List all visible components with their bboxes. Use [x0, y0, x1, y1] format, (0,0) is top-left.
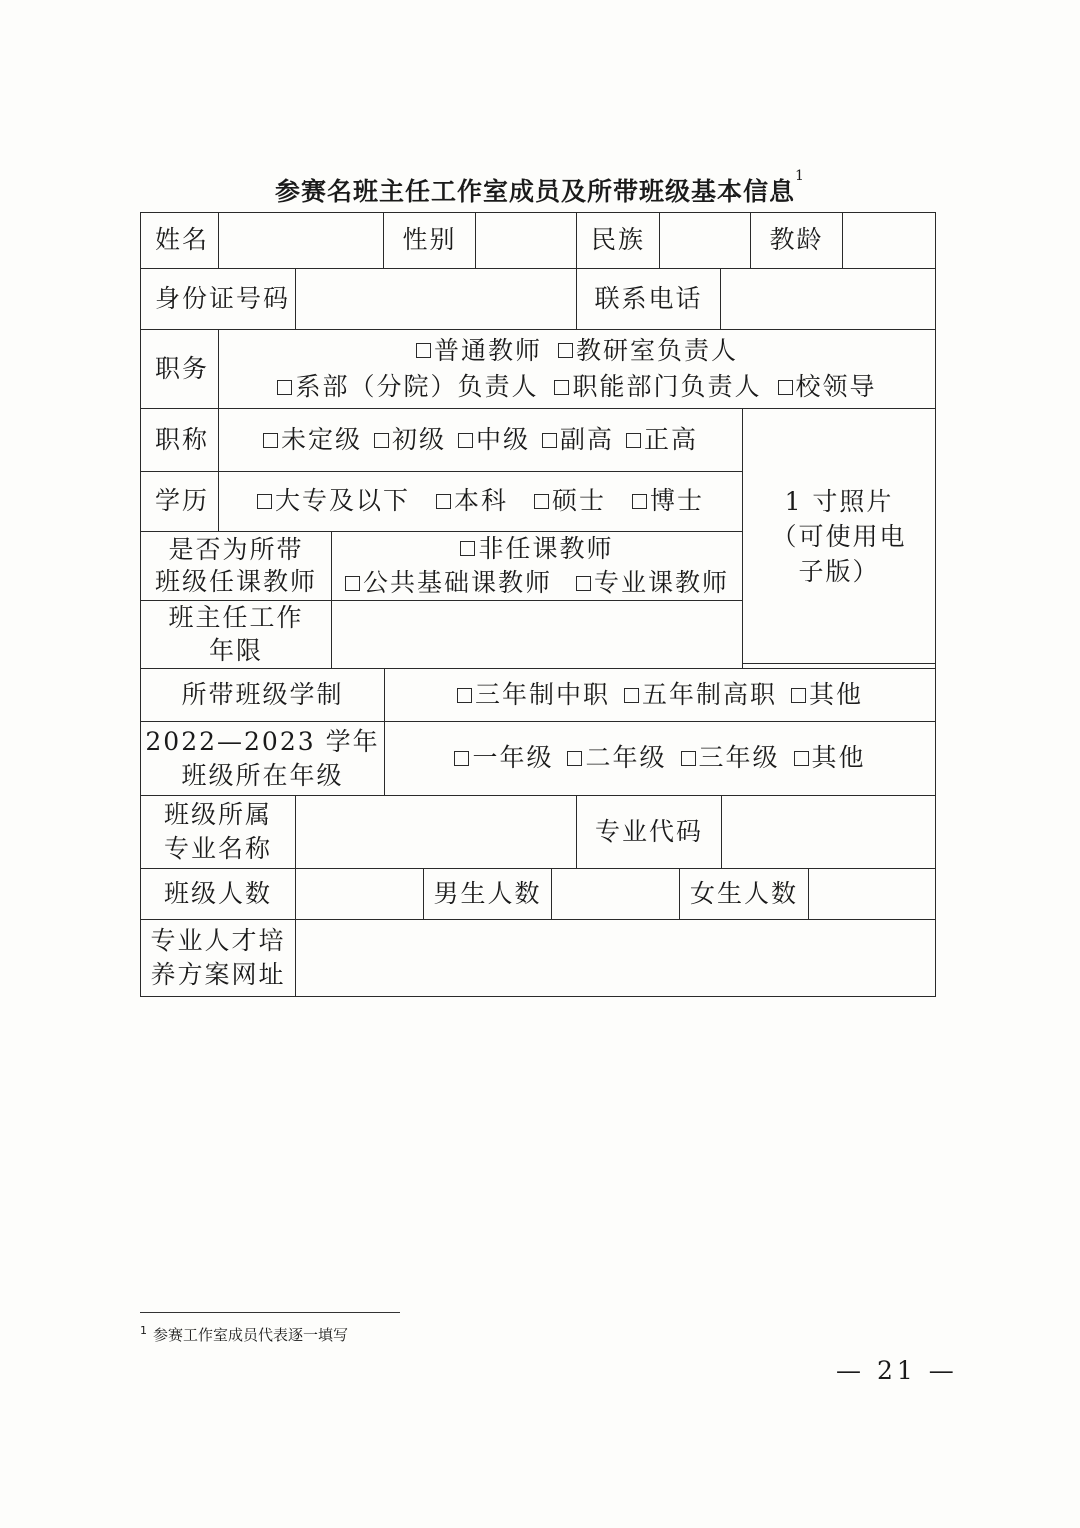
female-count-label: 女生人数: [679, 868, 809, 920]
title-option-2[interactable]: [458, 424, 530, 457]
is-class-teacher-label: [140, 531, 332, 601]
option-label: 硕士: [552, 486, 607, 516]
photo-label-line3: 子版）: [798, 556, 880, 586]
option-label: 中级: [475, 424, 530, 454]
photo-box[interactable]: [742, 408, 936, 664]
checkbox[interactable]: [681, 751, 696, 766]
option-label: 正高: [644, 424, 699, 454]
option-label: 大专及以下: [274, 486, 410, 516]
checkbox[interactable]: [794, 751, 809, 766]
training-plan-url-field[interactable]: [295, 919, 936, 997]
position-option-1[interactable]: [558, 335, 738, 368]
label-line2: 班级所在年级: [181, 760, 344, 790]
education-label: 学历: [140, 471, 219, 532]
option-label: 专业课教师: [594, 568, 730, 597]
education-option-0[interactable]: [257, 485, 410, 518]
label-line2: 班级任课教师: [154, 567, 317, 596]
phone-label: 联系电话: [576, 268, 721, 330]
major-code-field[interactable]: [721, 795, 936, 869]
hr-years-label: [140, 600, 332, 669]
gender-field[interactable]: [475, 212, 577, 269]
grade-options: [384, 721, 936, 796]
checkbox[interactable]: [436, 494, 451, 509]
title-footnote-mark: 1: [795, 168, 805, 184]
grade-option-2[interactable]: [681, 742, 780, 775]
page-number: — 21 —: [836, 1356, 958, 1385]
position-options: [218, 329, 936, 409]
option-label: 职能部门负责人: [572, 372, 762, 401]
checkbox[interactable]: [576, 576, 591, 591]
label-line1: 专业人才培: [150, 926, 286, 956]
class-teacher-option-0[interactable]: [460, 533, 613, 566]
footnote: [140, 1324, 348, 1345]
checkbox[interactable]: [277, 380, 292, 395]
option-label: 副高: [560, 424, 615, 454]
training-plan-label: [140, 919, 296, 997]
option-label: 一年级: [472, 743, 554, 773]
checkbox[interactable]: [791, 688, 806, 703]
option-label: 五年制高职: [641, 679, 777, 709]
label-line2: 专业名称: [163, 834, 272, 863]
id-number-label: 身份证号码: [140, 268, 296, 330]
position-label: 职务: [140, 329, 219, 409]
school-system-option-2[interactable]: [791, 679, 863, 712]
checkbox[interactable]: [558, 343, 573, 358]
checkbox[interactable]: [374, 433, 389, 448]
teaching-years-field[interactable]: [842, 212, 936, 269]
label-line2: 养方案网址: [150, 960, 286, 989]
checkbox[interactable]: [416, 343, 431, 358]
education-option-3[interactable]: [632, 485, 704, 518]
checkbox[interactable]: [534, 494, 549, 509]
label-line1: 2022—2023 学年: [145, 726, 380, 756]
checkbox[interactable]: [632, 494, 647, 509]
teaching-years-label: 教龄: [750, 212, 843, 269]
form-title-text: 参赛名班主任工作室成员及所带班级基本信息: [275, 177, 796, 206]
checkbox[interactable]: [263, 433, 278, 448]
option-label: 未定级: [280, 424, 362, 454]
name-field[interactable]: [218, 212, 384, 269]
education-option-2[interactable]: [534, 485, 606, 518]
school-system-option-0[interactable]: [457, 679, 610, 712]
footnote-divider: [140, 1312, 400, 1313]
ethnicity-label: 民族: [576, 212, 660, 269]
ethnicity-field[interactable]: [659, 212, 751, 269]
id-number-field[interactable]: [295, 268, 577, 330]
checkbox[interactable]: [626, 433, 641, 448]
option-label: 本科: [453, 486, 508, 516]
label-line1: 班级所属: [163, 800, 272, 830]
footnote-text: 参赛工作室成员代表逐一填写: [153, 1326, 349, 1344]
option-label: 博士: [650, 486, 705, 516]
title-label: 职称: [140, 408, 219, 472]
option-label: 三年制中职: [474, 679, 610, 709]
checkbox[interactable]: [778, 380, 793, 395]
title-option-3[interactable]: [542, 424, 614, 457]
photo-label-line1: 1 寸照片: [784, 486, 894, 516]
option-label: 教研室负责人: [575, 335, 738, 365]
option-label: 非任课教师: [478, 533, 614, 563]
checkbox[interactable]: [542, 433, 557, 448]
option-label: 系部（分院）负责人: [295, 372, 539, 401]
male-count-field[interactable]: [551, 868, 680, 920]
checkbox[interactable]: [458, 433, 473, 448]
position-option-2[interactable]: [277, 371, 538, 404]
education-options: [218, 471, 743, 532]
option-label: 其他: [811, 743, 866, 773]
option-label: 公共基础课教师: [362, 568, 552, 597]
checkbox[interactable]: [460, 541, 475, 556]
label-line1: 是否为所带: [168, 534, 304, 564]
label-line1: 班主任工作: [168, 603, 304, 632]
major-name-field[interactable]: [295, 795, 577, 869]
school-system-options: [384, 668, 936, 722]
checkbox[interactable]: [554, 380, 569, 395]
title-options: [218, 408, 743, 472]
checkbox[interactable]: [345, 576, 360, 591]
position-option-0[interactable]: [416, 335, 542, 368]
option-label: 初级: [391, 424, 446, 454]
major-name-label: [140, 795, 296, 869]
class-size-label: 班级人数: [140, 868, 296, 920]
hr-years-field[interactable]: [331, 600, 743, 669]
title-option-4[interactable]: [626, 424, 698, 457]
option-label: 其他: [809, 679, 864, 709]
checkbox[interactable]: [454, 751, 469, 766]
male-count-label: 男生人数: [423, 868, 552, 920]
phone-field[interactable]: [720, 268, 936, 330]
checkbox[interactable]: [257, 494, 272, 509]
grade-label: [140, 721, 385, 796]
photo-label-line2: （可使用电: [771, 521, 907, 551]
footnote-mark: 1: [140, 1324, 147, 1337]
option-label: 三年级: [698, 743, 780, 773]
class-teacher-option-1[interactable]: [345, 567, 552, 600]
label-line2: 年限: [208, 635, 263, 665]
female-count-field[interactable]: [808, 868, 936, 920]
option-label: 普通教师: [433, 335, 542, 365]
class-teacher-option-2[interactable]: [576, 567, 729, 600]
name-label: 姓名: [140, 212, 219, 269]
title-option-0[interactable]: [263, 424, 362, 457]
grade-option-1[interactable]: [567, 742, 666, 775]
major-code-label: 专业代码: [576, 795, 722, 869]
education-option-1[interactable]: [436, 485, 508, 518]
school-system-option-1[interactable]: [624, 679, 777, 712]
grade-option-0[interactable]: [454, 742, 553, 775]
checkbox[interactable]: [457, 688, 472, 703]
option-label: 二年级: [585, 743, 667, 773]
class-size-field[interactable]: [295, 868, 424, 920]
position-option-3[interactable]: [554, 371, 761, 404]
grade-option-3[interactable]: [794, 742, 866, 775]
checkbox[interactable]: [567, 751, 582, 766]
position-option-4[interactable]: [778, 371, 877, 404]
school-system-label: 所带班级学制: [140, 668, 385, 722]
option-label: 校领导: [795, 372, 877, 401]
title-option-1[interactable]: [374, 424, 446, 457]
class-teacher-options: [331, 531, 743, 601]
checkbox[interactable]: [624, 688, 639, 703]
form-title: [0, 168, 1080, 208]
gender-label: 性别: [383, 212, 476, 269]
